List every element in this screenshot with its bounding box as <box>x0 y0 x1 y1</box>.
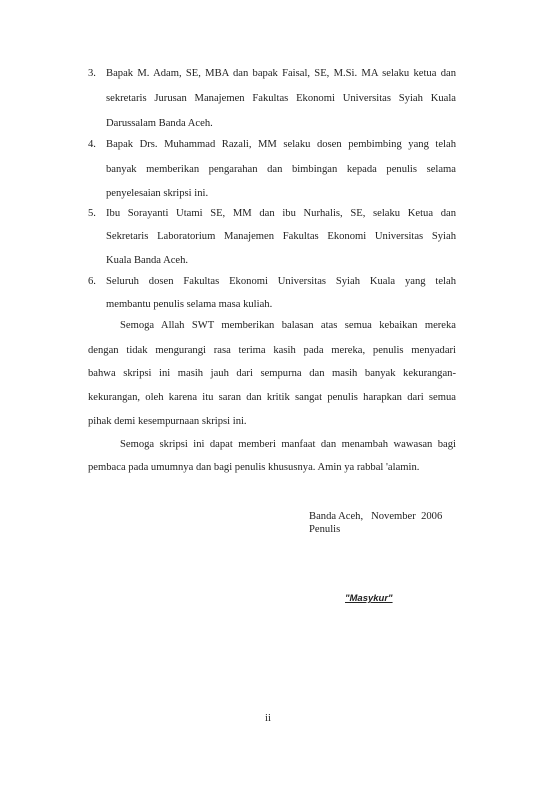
paragraph-line: dengan tidak mengurangi rasa terima kasih pada mereka, penulis menyadari <box>88 345 456 356</box>
page-number: ii <box>265 713 271 724</box>
paragraph-line: bahwa skripsi ini masih jauh dari sempurna dan masih banyak kekurangan- <box>88 368 456 379</box>
item-line: Bapak M. Adam, SE, MBA dan bapak Faisal, SE, M.Si. MA selaku ketua dan <box>106 68 456 79</box>
item-line: membantu penulis selama masa kuliah. <box>106 299 273 310</box>
signature-role: Penulis <box>309 524 341 535</box>
item-line: banyak memberikan pengarahan dan bimbingan kepada penulis selama <box>106 164 456 175</box>
paragraph-line: Semoga Allah SWT memberikan balasan atas semua kebaikan mereka <box>120 320 456 331</box>
item-line: Darussalam Banda Aceh. <box>106 118 213 129</box>
signature-place-date: Banda Aceh, November 2006 <box>309 511 443 522</box>
paragraph-line: Semoga skripsi ini dapat memberi manfaat dan menambah wawasan bagi <box>120 439 456 450</box>
item-number: 3. <box>88 68 96 79</box>
item-line: Ibu Sorayanti Utami SE, MM dan ibu Nurhalis, SE, selaku Ketua dan <box>106 208 456 219</box>
item-line: Seluruh dosen Fakultas Ekonomi Universitas Syiah Kuala yang telah <box>106 276 456 287</box>
item-line: sekretaris Jurusan Manajemen Fakultas Ekonomi Universitas Syiah Kuala <box>106 93 456 104</box>
item-line: Sekretaris Laboratorium Manajemen Fakultas Ekonomi Universitas Syiah <box>106 231 456 242</box>
item-line: penyelesaian skripsi ini. <box>106 188 209 199</box>
item-line: Kuala Banda Aceh. <box>106 255 189 266</box>
paragraph-line: pihak demi kesempurnaan skripsi ini. <box>88 416 247 427</box>
paragraph-line: pembaca pada umumnya dan bagi penulis khususnya. Amin ya rabbal 'alamin. <box>88 462 420 473</box>
item-line: Bapak Drs. Muhammad Razali, MM selaku dosen pembimbing yang telah <box>106 139 456 150</box>
signature-name: "Masykur" <box>345 593 393 604</box>
item-number: 6. <box>88 276 96 287</box>
item-number: 4. <box>88 139 96 150</box>
paragraph-line: kekurangan, oleh karena itu saran dan kritik sangat penulis harapkan dari semua <box>88 392 456 403</box>
item-number: 5. <box>88 208 96 219</box>
